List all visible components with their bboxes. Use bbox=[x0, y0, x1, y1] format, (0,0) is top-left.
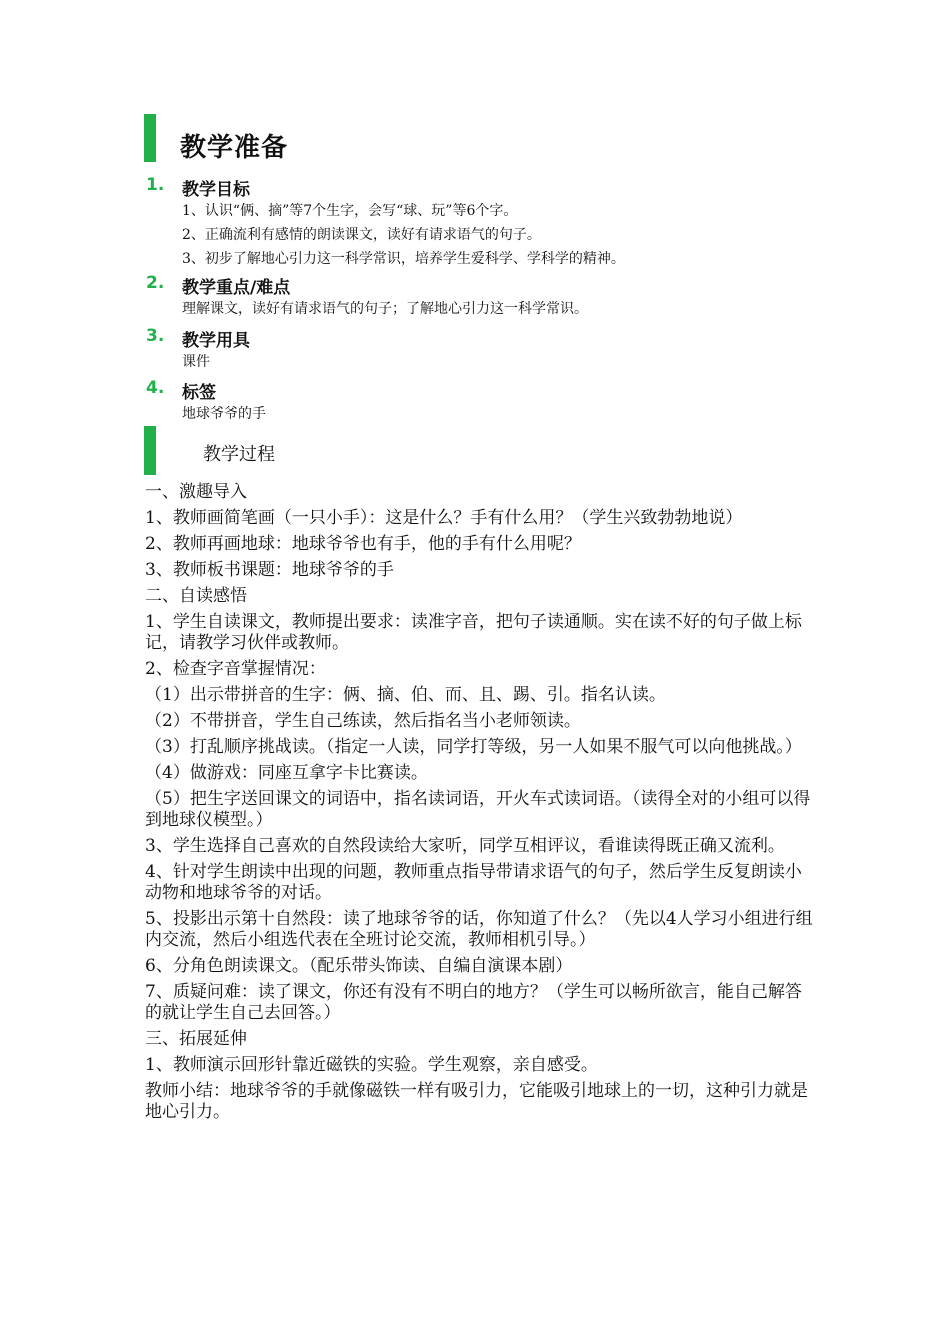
section-number: 4. bbox=[146, 378, 165, 398]
paragraph: 2、教师再画地球：地球爷爷也有手，他的手有什么用呢？ bbox=[145, 534, 581, 554]
paragraph: （3）打乱顺序挑战读。（指定一人读，同学打等级，另一人如果不服气可以向他挑战。） bbox=[145, 737, 802, 757]
objective-line: 2、正确流利有感情的朗读课文，读好有请求语气的句子。 bbox=[182, 227, 541, 243]
paragraph: 1、学生自读课文，教师提出要求：读准字音，把句子读通顺。实在读不好的句子做上标记，请教学习伙伴或教师。 bbox=[145, 612, 802, 653]
section-title-objectives: 教学目标 bbox=[182, 180, 250, 200]
paragraph: 1、教师画简笔画（一只小手）：这是什么？手有什么用？（学生兴致勃勃地说） bbox=[145, 508, 743, 528]
paragraph: 5、投影出示第十自然段：读了地球爷爷的话，你知道了什么？（先以4人学习小组进行组内交流，然后小组选代表在全班讨论交流，教师相机引导。） bbox=[145, 909, 813, 950]
section-number: 3. bbox=[146, 326, 165, 346]
section-accent-bar bbox=[144, 114, 156, 162]
paragraph: 二、自读感悟 bbox=[145, 586, 247, 606]
paragraph: 3、学生选择自己喜欢的自然段读给大家听，同学互相评议，看谁读得既正确又流利。 bbox=[145, 836, 785, 856]
paragraph: 6、分角色朗读课文。（配乐带头饰读、自编自演课本剧） bbox=[145, 956, 573, 976]
process-title: 教学过程 bbox=[203, 444, 275, 465]
paragraph: 三、拓展延伸 bbox=[145, 1029, 247, 1049]
process-body bbox=[145, 482, 815, 1128]
objective-line: 1、认识“俩、摘”等7个生字，会写“球、玩”等6个字。 bbox=[182, 203, 518, 219]
paragraph: 4、针对学生朗读中出现的问题，教师重点指导带请求语气的句子，然后学生反复朗读小动物和地球爷爷的对话。 bbox=[145, 862, 802, 903]
paragraph: 一、激趣导入 bbox=[145, 482, 247, 502]
section-accent-bar bbox=[144, 426, 156, 475]
section-number: 2. bbox=[146, 273, 165, 293]
tag-text: 地球爷爷的手 bbox=[182, 406, 266, 422]
section-title-tags: 标签 bbox=[182, 383, 216, 403]
section-title-tools: 教学用具 bbox=[182, 331, 250, 351]
section-title-keypoints: 教学重点/难点 bbox=[182, 278, 291, 298]
page-title: 教学准备 bbox=[180, 133, 289, 163]
paragraph: 教师小结：地球爷爷的手就像磁铁一样有吸引力，它能吸引地球上的一切，这种引力就是地心引力。 bbox=[145, 1081, 808, 1122]
paragraph: （2）不带拼音，学生自己练读，然后指名当小老师领读。 bbox=[145, 711, 581, 731]
paragraph: （4）做游戏：同座互拿字卡比赛读。 bbox=[145, 763, 428, 783]
keypoints-text: 理解课文，读好有请求语气的句子；了解地心引力这一科学常识。 bbox=[182, 301, 588, 317]
paragraph: （1）出示带拼音的生字：俩、摘、伯、而、且、踢、引。指名认读。 bbox=[145, 685, 666, 705]
section-number: 1. bbox=[146, 175, 165, 195]
paragraph: （5）把生字送回课文的词语中，指名读词语，开火车式读词语。（读得全对的小组可以得到地球仪模型。） bbox=[145, 789, 811, 830]
paragraph: 2、检查字音掌握情况： bbox=[145, 659, 326, 679]
objective-line: 3、初步了解地心引力这一科学常识，培养学生爱科学、学科学的精神。 bbox=[182, 251, 625, 267]
paragraph: 1、教师演示回形针靠近磁铁的实验。学生观察，亲自感受。 bbox=[145, 1055, 598, 1075]
tools-text: 课件 bbox=[182, 354, 210, 370]
paragraph: 3、教师板书课题：地球爷爷的手 bbox=[145, 560, 394, 580]
paragraph: 7、质疑问难：读了课文，你还有没有不明白的地方？（学生可以畅所欲言，能自己解答的就让学生自己去回答。） bbox=[145, 982, 802, 1023]
